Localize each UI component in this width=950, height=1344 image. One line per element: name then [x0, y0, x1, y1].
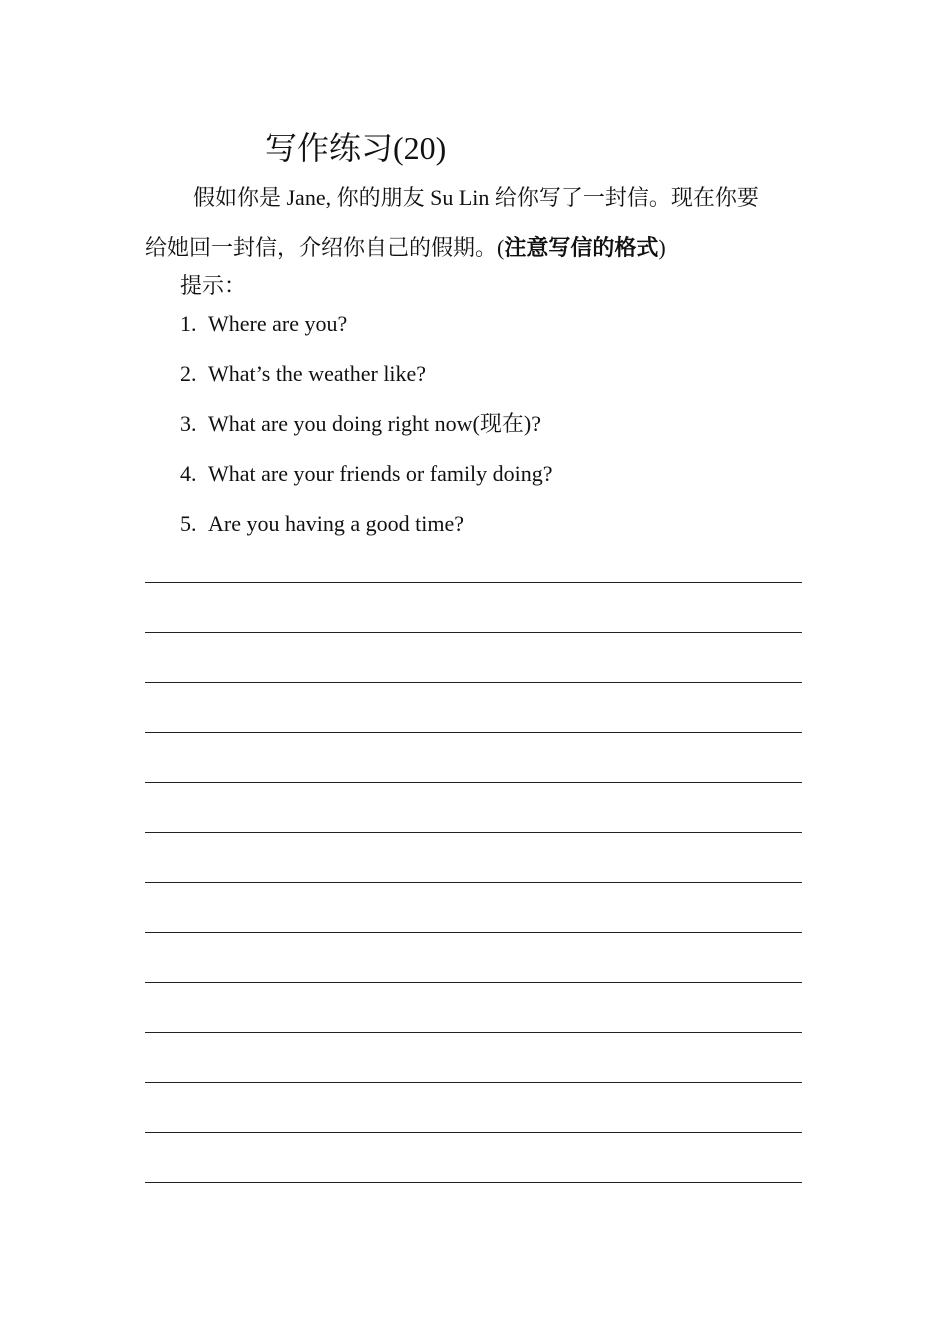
tips-list: [180, 306, 553, 556]
instruction-text-2: 给她回一封信，介绍你自己的假期。(: [145, 235, 505, 260]
writing-line: [145, 683, 802, 733]
writing-line: [145, 783, 802, 833]
tip-text: Are you having a good time?: [208, 511, 464, 536]
tip-text: What are you doing right now(现在)?: [208, 411, 541, 436]
tip-item: [180, 456, 553, 506]
writing-line: [145, 833, 802, 883]
writing-line: [145, 1033, 802, 1083]
tip-text: What’s the weather like?: [208, 361, 427, 386]
format-note: 注意写信的格式: [504, 235, 659, 260]
tip-number: 5.: [180, 511, 197, 536]
writing-line: [145, 883, 802, 933]
instruction-line-1: [145, 178, 810, 218]
worksheet-title: 写作练习(20): [265, 130, 447, 166]
writing-line: [145, 983, 802, 1033]
writing-line: [145, 933, 802, 983]
tip-number: 1.: [180, 311, 197, 336]
writing-line: [145, 1083, 802, 1133]
writing-line: [145, 583, 802, 633]
instruction-text-1: 假如你是 Jane, 你的朋友 Su Lin 给你写了一封信。现在你要: [193, 185, 759, 210]
tip-text: Where are you?: [208, 311, 348, 336]
tip-item: [180, 406, 553, 456]
answer-lines: [145, 533, 802, 1183]
writing-line: [145, 533, 802, 583]
writing-line: [145, 733, 802, 783]
tip-item: [180, 306, 553, 356]
writing-line: [145, 633, 802, 683]
instruction-text-2-end: ): [658, 235, 666, 260]
tip-number: 4.: [180, 461, 197, 486]
instruction-line-2: [145, 228, 810, 268]
tip-item: [180, 356, 553, 406]
tip-text: What are your friends or family doing?: [208, 461, 553, 486]
tip-number: 2.: [180, 361, 197, 386]
writing-line: [145, 1133, 802, 1183]
hint-label: 提示：: [180, 273, 247, 298]
tip-number: 3.: [180, 411, 197, 436]
